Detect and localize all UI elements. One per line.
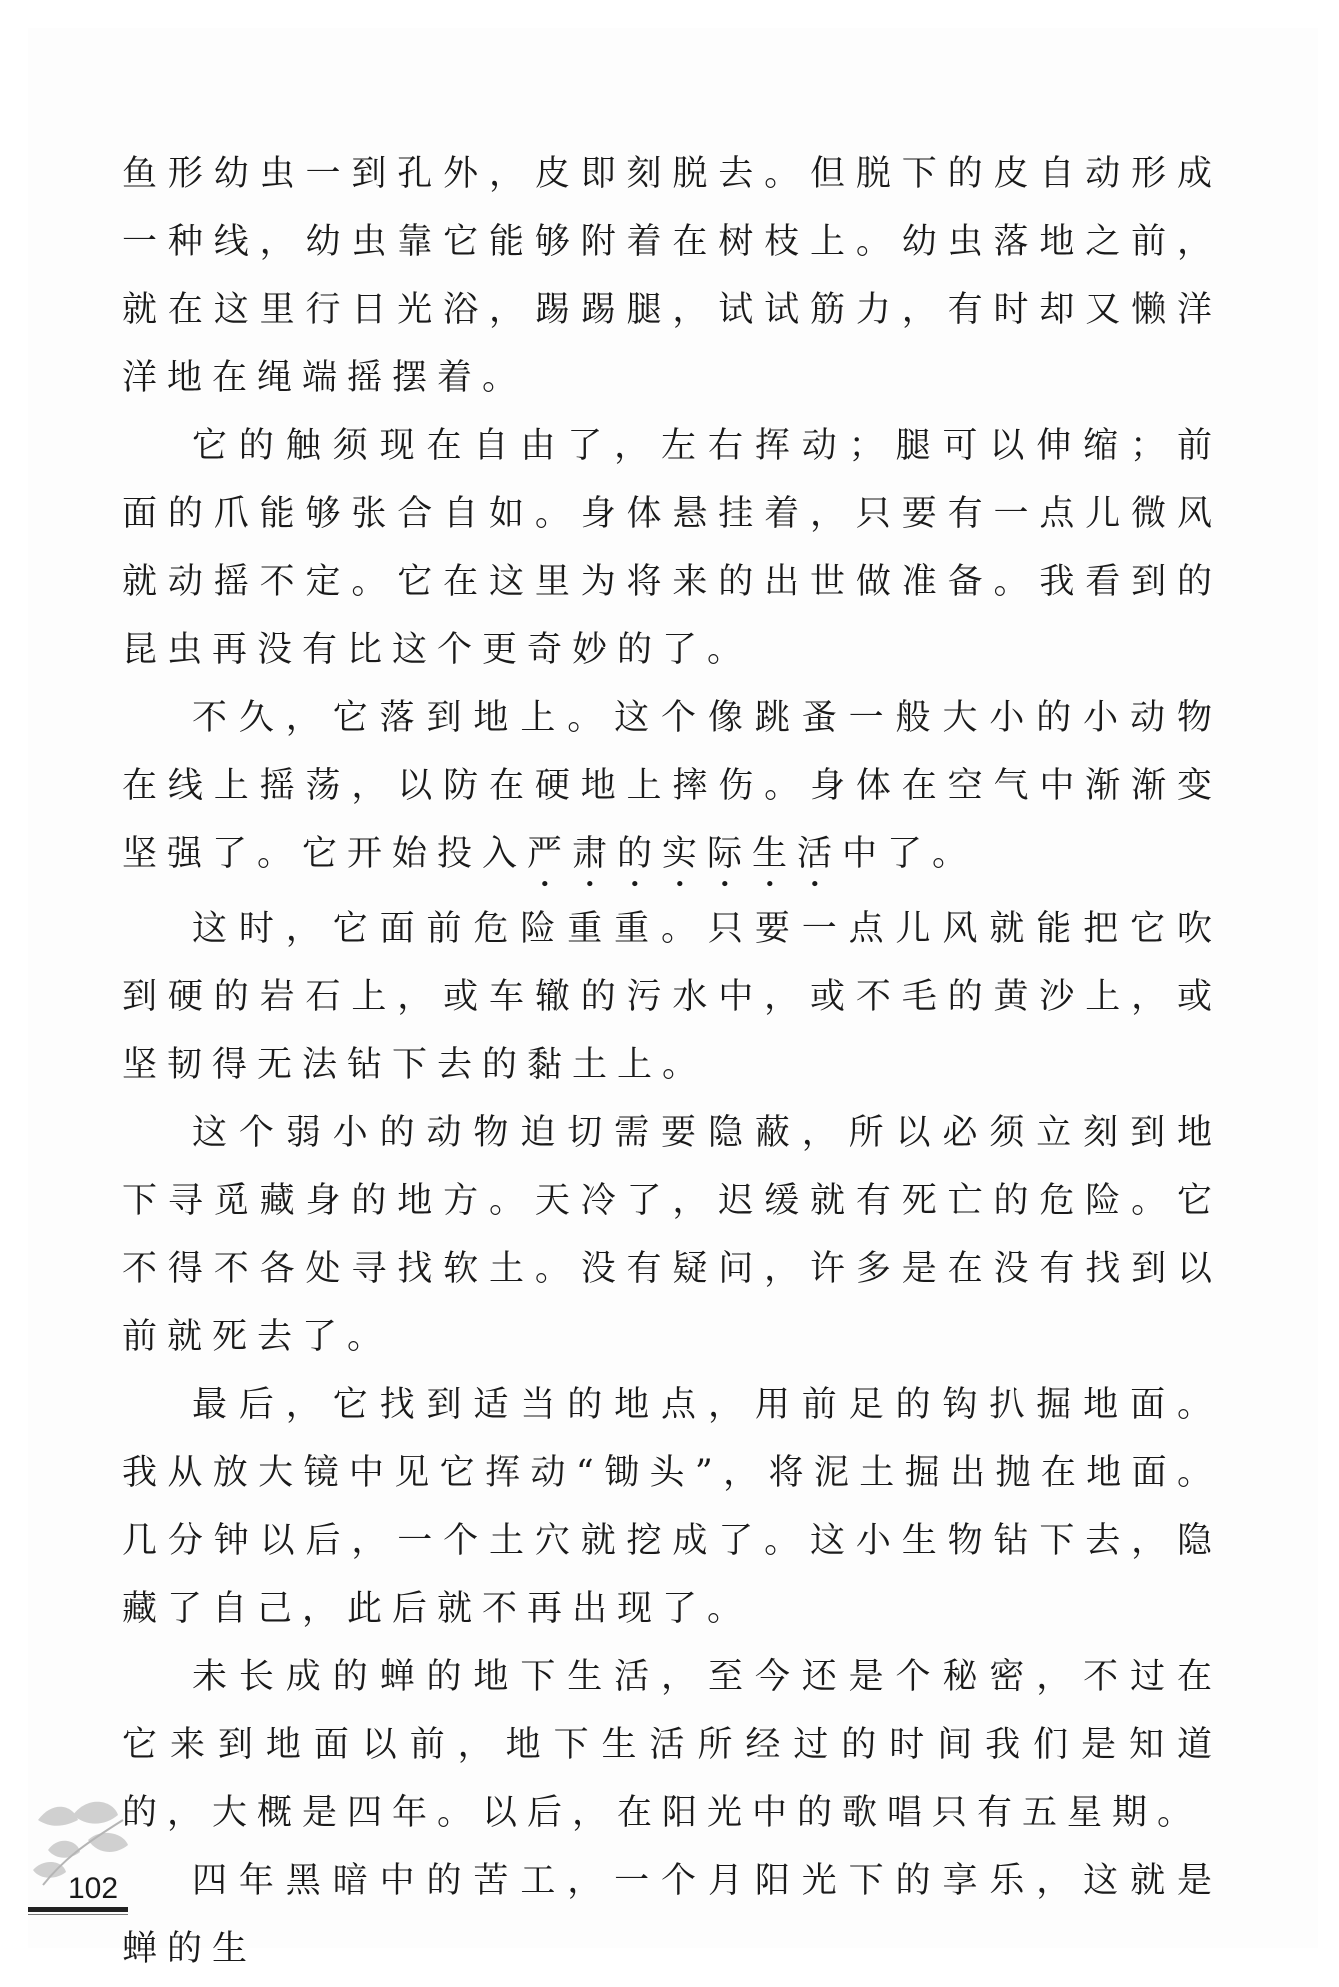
paragraph-8: 四年黑暗中的苦工，一个月阳光下的享乐，这就是蝉的生: [122, 1861, 1222, 1969]
paragraph-3-text-after: 中了。: [842, 834, 978, 874]
page-number: 102: [68, 1872, 119, 1905]
article-body: [122, 140, 1222, 1983]
paragraph-4: 这时，它面前危险重重。只要一点儿风就能把它吹到硬的岩石上，或车辙的污水中，或不毛的黄沙上，或坚韧得无法钻下去的黏土上。: [122, 909, 1222, 1085]
paragraph-2: 它的触须现在自由了，左右挥动；腿可以伸缩；前面的爪能够张合自如。身体悬挂着，只要有一点儿微风就动摇不定。它在这里为将来的出世做准备。我看到的昆虫再没有比这个更奇妙的了。: [122, 426, 1222, 670]
paragraph-7: 未长成的蝉的地下生活，至今还是个秘密，不过在它来到地面以前，地下生活所经过的时间我们是知道的，大概是四年。以后，在阳光中的歌唱只有五星期。: [122, 1657, 1222, 1833]
paragraph-6: 最后，它找到适当的地点，用前足的钩扒掘地面。我从放大镜中见它挥动“锄头”，将泥土掘出抛在地面。几分钟以后，一个土穴就挖成了。这小生物钻下去，隐藏了自己，此后就不再出现了。: [122, 1385, 1222, 1629]
page-number-bar: [28, 1907, 128, 1912]
emphasized-phrase: 严肃的实际生活: [527, 834, 843, 874]
paragraph-3: [122, 684, 1222, 895]
paragraph-5: 这个弱小的动物迫切需要隐蔽，所以必须立刻到地下寻觅藏身的地方。天冷了，迟缓就有死亡的危险。它不得不各处寻找软土。没有疑问，许多是在没有找到以前就死去了。: [122, 1113, 1222, 1357]
paragraph-1: 鱼形幼虫一到孔外，皮即刻脱去。但脱下的皮自动形成一种线，幼虫靠它能够附着在树枝上。幼虫落地之前，就在这里行日光浴，踢踢腿，试试筋力，有时却又懒洋洋地在绳端摇摆着。: [122, 154, 1222, 398]
paragraph-3-text-before: 不久，它落到地上。这个像跳蚤一般大小的小动物在线上摇荡，以防在硬地上摔伤。身体在空气中渐渐变坚强了。它开始投入: [122, 698, 1222, 874]
page-number-rule: [28, 1914, 128, 1915]
